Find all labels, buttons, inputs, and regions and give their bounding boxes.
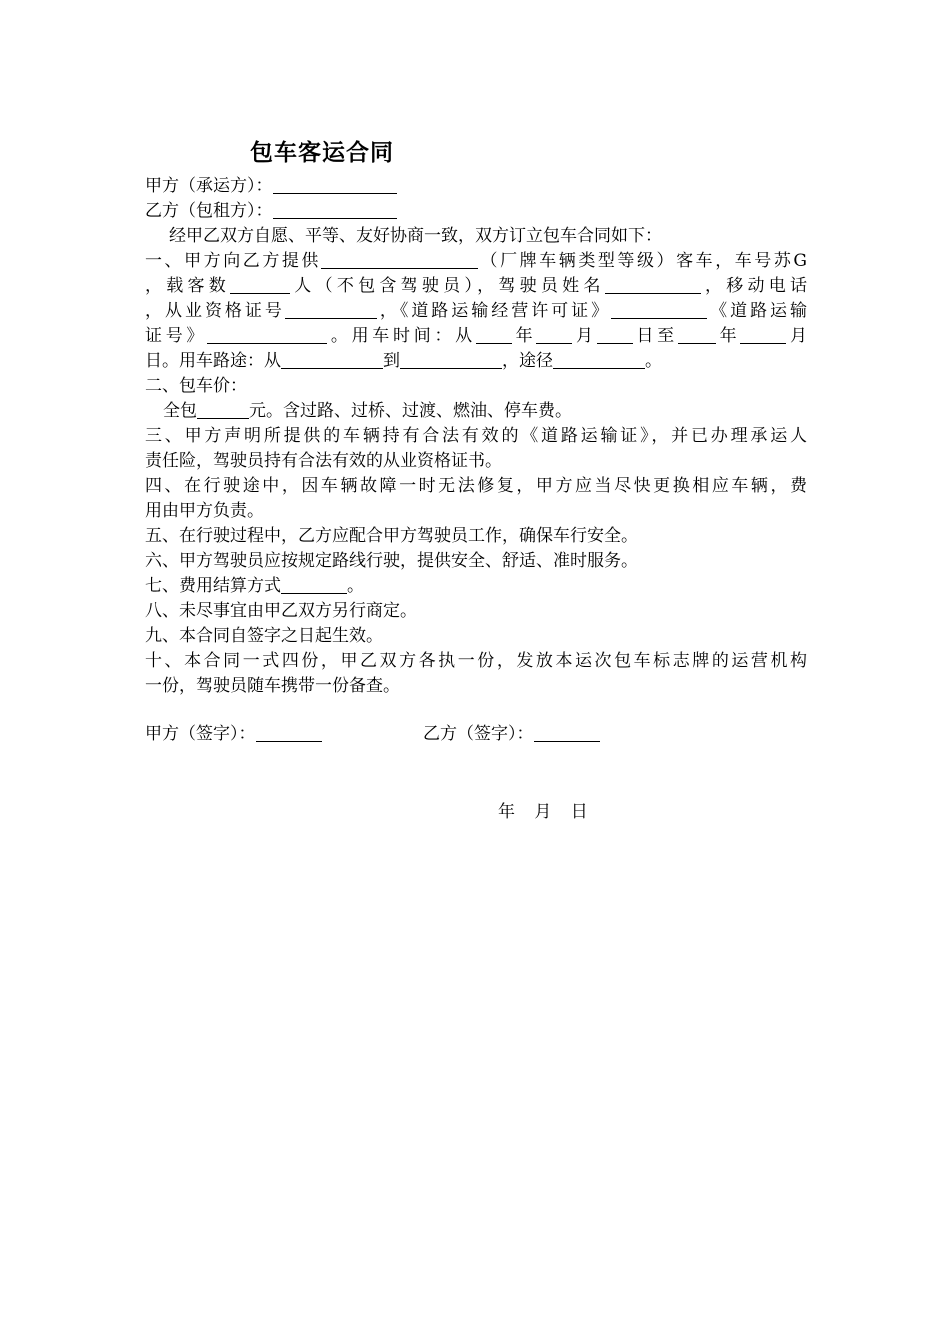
- clause-1-text: ，《道路运输经营许可证》: [376, 301, 612, 321]
- clause-1-text: 证号》: [145, 326, 208, 346]
- qualification-no-blank[interactable]: [285, 301, 377, 319]
- signature-a: [145, 724, 322, 744]
- preamble: 经甲乙双方自愿、平等、友好协商一致，双方订立包车合同如下：: [169, 226, 662, 246]
- clause-1-line-5: [145, 349, 807, 374]
- settlement-blank[interactable]: [281, 576, 347, 594]
- clause-10-line-2: 一份，驾驶员随车携带一份备查。: [145, 676, 400, 696]
- clause-4-line-2: 用由甲方负责。: [145, 501, 264, 521]
- clause-9: 九、本合同自签字之日起生效。: [145, 626, 383, 646]
- clause-10-line-1: 十、本合同一式四份，甲乙双方各执一份，发放本运次包车标志牌的运营机构: [145, 651, 807, 671]
- clause-1-text: 日。用车路途：从: [145, 351, 281, 371]
- page-title: 包车客运合同: [250, 140, 394, 166]
- route-to-blank[interactable]: [400, 351, 502, 369]
- price-blank[interactable]: [197, 401, 249, 419]
- party-b-line: [145, 199, 807, 224]
- clause-1-text: 日至: [632, 326, 678, 346]
- clause-1-text: ，载客数: [145, 276, 231, 296]
- driver-name-blank[interactable]: [605, 276, 701, 294]
- clause-1-text: 《道路运输: [707, 301, 808, 321]
- party-b-label: 乙方（包租方）：: [145, 201, 273, 221]
- start-year-blank[interactable]: [476, 326, 512, 344]
- passenger-count-blank[interactable]: [230, 276, 290, 294]
- clause-7-text: 。: [347, 576, 364, 596]
- party-a-line: [145, 174, 807, 199]
- signature-b: [423, 722, 600, 747]
- clause-1-text: ，途径: [502, 351, 553, 371]
- signature-a-blank[interactable]: [256, 724, 322, 742]
- clause-1-text: 。: [645, 351, 662, 371]
- clause-1-line-2: [145, 274, 807, 299]
- signature-b-label: 乙方（签字）：: [423, 724, 534, 744]
- contract-body: [145, 174, 807, 699]
- clause-1-text: 人（不包含驾驶员），驾驶员姓名: [290, 276, 605, 296]
- clause-6: 六、甲方驾驶员应按规定路线行驶，提供安全、舒适、准时服务。: [145, 551, 638, 571]
- clause-1-text: 月: [786, 326, 808, 346]
- end-year-blank[interactable]: [678, 326, 716, 344]
- clause-1-line-4: [145, 324, 807, 349]
- clause-3-line-1: 三、甲方声明所提供的车辆持有合法有效的《道路运输证》，并已办理承运人: [145, 426, 807, 446]
- clause-1-text: 年: [511, 326, 537, 346]
- license-blank[interactable]: [611, 301, 707, 319]
- clause-1-text: 。用车时间：从: [327, 326, 476, 346]
- clause-2-detail: [145, 399, 807, 424]
- clause-1-text: 到: [383, 351, 400, 371]
- clause-8: 八、未尽事宜由甲乙双方另行商定。: [145, 601, 417, 621]
- clause-2: 二、包车价：: [145, 376, 247, 396]
- clause-7-text: 七、费用结算方式: [145, 576, 281, 596]
- party-b-blank[interactable]: [273, 201, 397, 219]
- clause-1-text: 一、甲方向乙方提供: [145, 251, 321, 271]
- clause-1-line-3: [145, 299, 807, 324]
- end-month-blank[interactable]: [740, 326, 786, 344]
- clause-1-text: （厂牌车辆类型等级）客车，车号苏G: [478, 251, 807, 271]
- date-line: 年 月 日: [498, 802, 588, 822]
- start-month-blank[interactable]: [536, 326, 572, 344]
- clause-3-line-2: 责任险，驾驶员持有合法有效的从业资格证书。: [145, 451, 502, 471]
- signature-b-blank[interactable]: [534, 724, 600, 742]
- clause-7: [145, 574, 807, 599]
- route-via-blank[interactable]: [553, 351, 645, 369]
- transport-cert-blank[interactable]: [207, 326, 327, 344]
- clause-5: 五、在行驶过程中，乙方应配合甲方驾驶员工作，确保车行安全。: [145, 526, 638, 546]
- signature-row: [145, 722, 807, 747]
- clause-1-text: ，移动电话: [700, 276, 808, 296]
- clause-1-text: ，从业资格证号: [145, 301, 285, 321]
- clause-4-line-1: 四、在行驶途中，因车辆故障一时无法修复，甲方应当尽快更换相应车辆，费: [145, 476, 807, 496]
- party-a-blank[interactable]: [273, 176, 397, 194]
- route-from-blank[interactable]: [281, 351, 383, 369]
- signature-a-label: 甲方（签字）：: [145, 724, 256, 744]
- party-a-label: 甲方（承运方）：: [145, 176, 273, 196]
- vehicle-type-blank[interactable]: [321, 251, 478, 269]
- clause-1-line-1: [145, 249, 807, 274]
- start-day-blank[interactable]: [597, 326, 633, 344]
- clause-2-text: 元。含过路、过桥、过渡、燃油、停车费。: [249, 401, 572, 421]
- clause-2-text: 全包: [163, 401, 197, 421]
- clause-1-text: 年: [715, 326, 741, 346]
- clause-1-text: 月: [572, 326, 597, 346]
